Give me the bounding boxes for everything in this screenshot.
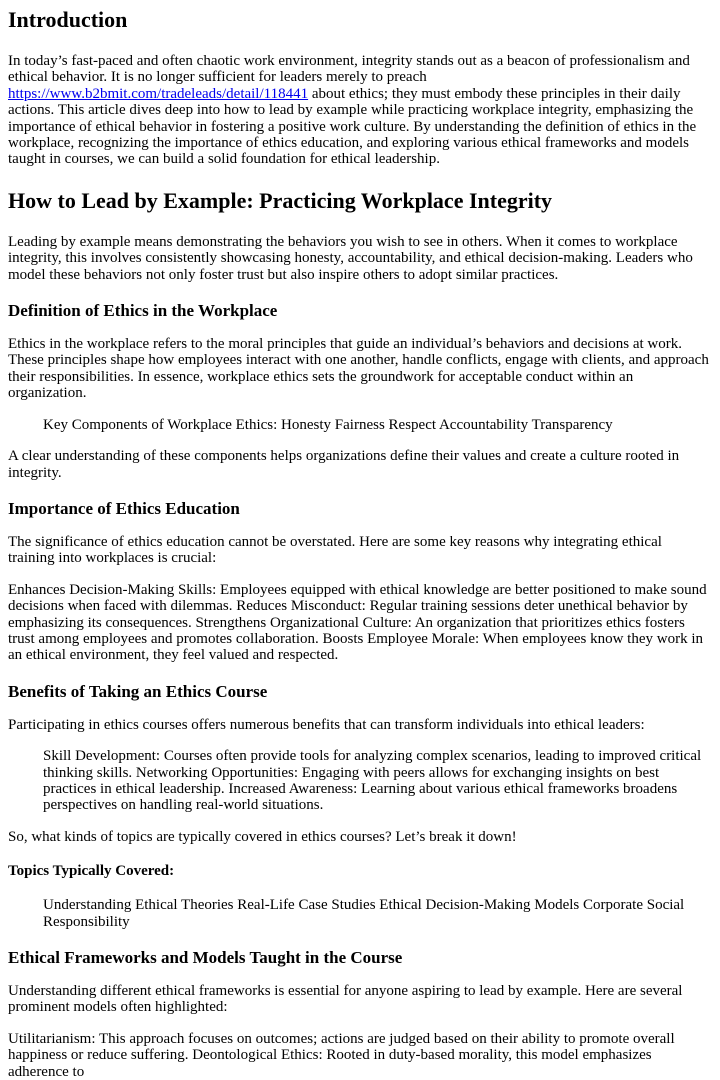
topics-question: So, what kinds of topics are typically covered in ethics courses? Let’s break it down!	[8, 828, 517, 845]
lead-paragraph: Leading by example means demonstrating the behaviors you wish to see in others. When it comes to workplace integrity, this involves consistently showcasing honesty, accountability, and ethical decision-making. Leaders who model these behaviors not only foster trust but also inspire others to adopt similar practices.	[8, 233, 693, 283]
importance-heading: Importance of Ethics Education	[8, 498, 240, 518]
tradeleads-link[interactable]: https://www.b2bmit.com/tradeleads/detail/118441	[8, 85, 309, 102]
frameworks-models: Utilitarianism: This approach focuses on outcomes; actions are judged based on their ability to promote overall happiness or reduce suffering. Deontological Ethics: Rooted in duty-based morality, this model emphasizes adherence to	[8, 1030, 675, 1080]
topics-quote: Understanding Ethical Theories Real-Life Case Studies Ethical Decision-Making Models Corporate Social Responsibility	[43, 897, 685, 930]
intro-text-end: about ethics; they must embody these principles in their daily actions. This article dives deep into how to lead by example while practicing workplace integrity, emphasizing the importance of ethical behavior in fostering a positive work culture. By understanding the definition of ethics in the workplace, recognizing the importance of ethics education, and exploring various ethical frameworks and models taught in courses, we can build a solid foundation for ethical leadership.	[8, 85, 697, 168]
components-paragraph: A clear understanding of these components helps organizations define their values and create a culture rooted in integrity.	[8, 448, 680, 481]
benefits-quote: Skill Development: Courses often provide tools for analyzing complex scenarios, leading to improved critical thinking skills. Networking Opportunities: Engaging with peers allows for exchanging insights on best practices in ethical leadership. Increased Awareness: Learning about various ethical frameworks broadens perspectives on handling real-world situations.	[43, 748, 702, 814]
definition-paragraph: Ethics in the workplace refers to the moral principles that guide an individual’s behaviors and decisions at work. These principles shape how employees interact with one another, handle conflicts, engage with clients, and approach their responsibilities. In essence, workplace ethics sets the groundwork for acceptable conduct within an organization.	[8, 336, 709, 402]
frameworks-heading: Ethical Frameworks and Models Taught in the Course	[8, 948, 403, 967]
importance-paragraph: The significance of ethics education cannot be overstated. Here are some key reasons why integrating ethical training into workplaces is crucial:	[8, 533, 662, 567]
components-quote: Key Components of Workplace Ethics: Honesty Fairness Respect Accountability Transparency	[43, 416, 613, 433]
intro-text-start: In today’s fast-paced and often chaotic work environment, integrity stands out as a beacon of professionalism and ethical behavior. It is no longer sufficient for leaders merely to preach	[8, 53, 690, 86]
intro-heading: Introduction	[8, 7, 128, 32]
benefits-paragraph: Participating in ethics courses offers numerous benefits that can transform individuals into ethical leaders:	[8, 716, 645, 733]
definition-heading: Definition of Ethics in the Workplace	[8, 301, 278, 321]
topics-heading: Topics Typically Covered:	[8, 863, 175, 880]
article	[0, 7, 720, 1080]
lead-heading: How to Lead by Example: Practicing Workplace Integrity	[8, 187, 553, 213]
frameworks-paragraph: Understanding different ethical frameworks is essential for anyone aspiring to lead by example. Here are several prominent models often highlighted:	[8, 983, 683, 1016]
intro-paragraph	[8, 53, 712, 168]
importance-reasons: Enhances Decision-Making Skills: Employees equipped with ethical knowledge are better positioned to make sound decisions when faced with dilemmas. Reduces Misconduct: Regular training sessions deter unethical behavior by emphasizing its consequences. Strengthens Organizational Culture: An organization that prioritizes ethics fosters trust among employees and promotes collaboration. Boosts Employee Morale: When employees know they work in an ethical environment, they feel valued and respected.	[8, 581, 707, 664]
benefits-heading: Benefits of Taking an Ethics Course	[8, 681, 268, 701]
